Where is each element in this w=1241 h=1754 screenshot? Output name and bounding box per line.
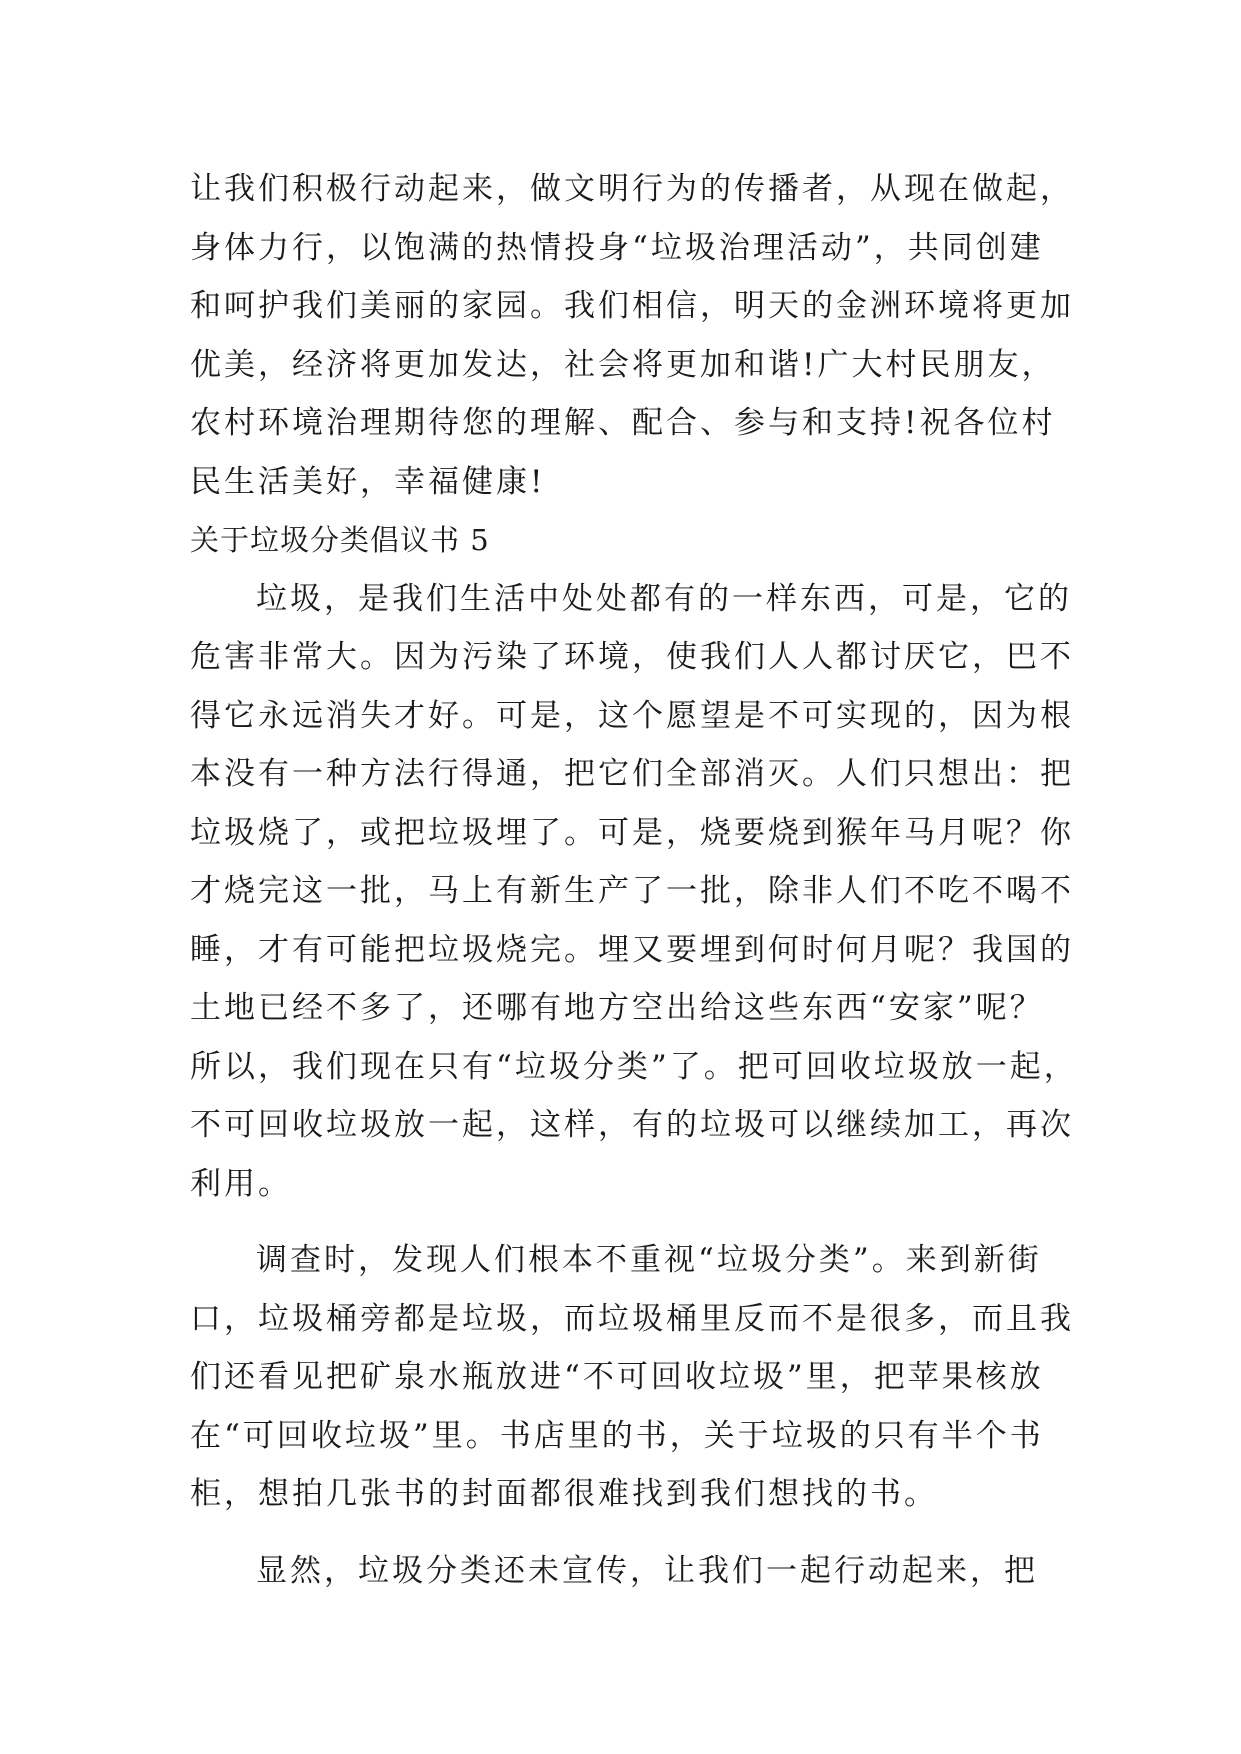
- text-line: 睡，才有可能把垃圾烧完。埋又要埋到何时何月呢？我国的: [190, 931, 1074, 968]
- text-line: 显然，垃圾分类还未宣传，让我们一起行动起来，把: [256, 1552, 1038, 1589]
- text-line: 柜，想拍几张书的封面都很难找到我们想找的书。: [190, 1476, 938, 1512]
- text-line: 危害非常大。因为污染了环境，使我们人人都讨厌它，巴不: [190, 639, 1074, 675]
- text-line: 土地已经不多了，还哪有地方空出给这些东西“安家”呢？: [190, 990, 1044, 1026]
- paragraph-intro: [190, 160, 1074, 511]
- text-line: 所以，我们现在只有“垃圾分类”了。把可回收垃圾放一起，: [190, 1048, 1078, 1085]
- text-line: 垃圾，是我们生活中处处都有的一样东西，可是，它的: [256, 580, 1072, 617]
- paragraph-1: [190, 570, 1078, 1214]
- text-line: 垃圾烧了，或把垃圾埋了。可是，烧要烧到猴年马月呢？你: [190, 814, 1074, 851]
- text-line: 和呵护我们美丽的家园。我们相信，明天的金洲环境将更加: [190, 288, 1074, 324]
- text-line: 口，垃圾桶旁都是垃圾，而垃圾桶里反而不是很多，而且我: [190, 1300, 1074, 1337]
- text-line: 本没有一种方法行得通，把它们全部消灭。人们只想出：把: [190, 756, 1074, 792]
- text-line: 身体力行，以饱满的热情投身“垃圾治理活动”，共同创建: [190, 229, 1044, 266]
- section-heading: 关于垃圾分类倡议书 5: [190, 523, 490, 557]
- text-line: 才烧完这一批，马上有新生产了一批，除非人们不吃不喝不: [190, 873, 1074, 909]
- text-line: 们还看见把矿泉水瓶放进“不可回收垃圾”里，把苹果核放: [190, 1359, 1044, 1395]
- paragraph-spacer: [190, 1524, 1070, 1542]
- text-line: 得它永远消失才好。可是，这个愿望是不可实现的，因为根: [190, 697, 1074, 734]
- text-line: 民生活美好，幸福健康!: [190, 463, 546, 500]
- text-line: 农村环境治理期待您的理解、配合、参与和支持!祝各位村: [190, 405, 1056, 441]
- paragraph-2: [190, 1231, 1074, 1524]
- text-line: 调查时，发现人们根本不重视“垃圾分类”。来到新街: [256, 1242, 1042, 1278]
- paragraph-3: [190, 1542, 1070, 1601]
- text-line: 优美，经济将更加发达，社会将更加和谐!广大村民朋友，: [190, 346, 1056, 383]
- document-body: [190, 160, 1078, 1600]
- text-line: 不可回收垃圾放一起，这样，有的垃圾可以继续加工，再次: [190, 1107, 1074, 1143]
- paragraph-spacer: [190, 1213, 1070, 1231]
- text-line: 利用。: [190, 1165, 292, 1202]
- text-line: 让我们积极行动起来，做文明行为的传播者，从现在做起，: [190, 171, 1074, 207]
- text-line: 在“可回收垃圾”里。书店里的书，关于垃圾的只有半个书: [190, 1417, 1044, 1454]
